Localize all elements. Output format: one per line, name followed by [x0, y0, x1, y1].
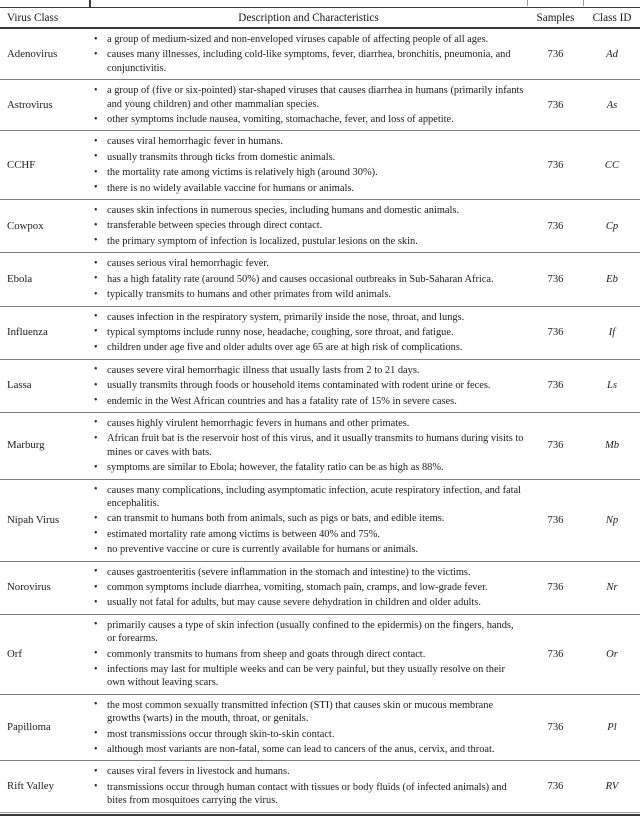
- description-bullet: [90, 326, 524, 339]
- description-bullet-list: [90, 33, 527, 75]
- class-id-value: Nr: [606, 582, 618, 594]
- virus-class-name: Cowpox: [7, 219, 44, 232]
- virus-class-name: Astrovirus: [7, 98, 53, 111]
- class-id-cell: [584, 84, 640, 126]
- virus-class-cell: [0, 364, 90, 408]
- description-bullet-list: [90, 699, 527, 757]
- virus-class-cell: [0, 619, 90, 690]
- class-id-cell: [584, 33, 640, 75]
- samples-value: 736: [547, 514, 564, 526]
- description-bullet: [90, 311, 524, 324]
- virus-class-name: Papilloma: [7, 721, 51, 734]
- samples-value: 736: [547, 440, 564, 452]
- bullet-icon: •: [94, 182, 98, 194]
- description-bullet: [90, 484, 524, 511]
- description-cell: [90, 566, 527, 610]
- description-cell: [90, 484, 527, 557]
- bullet-text: the primary symptom of infection is localized, pustular lesions on the skin.: [107, 235, 418, 247]
- bullet-text: endemic in the West African countries and has a fatality rate of 15% in severe cases.: [107, 395, 457, 407]
- bullet-icon: •: [94, 379, 98, 391]
- table-row: [0, 561, 640, 614]
- bullet-icon: •: [94, 484, 98, 496]
- description-bullet: [90, 235, 524, 248]
- description-bullet: [90, 699, 524, 726]
- description-bullet: [90, 512, 524, 525]
- description-bullet: [90, 204, 524, 217]
- virus-class-name: Rift Valley: [7, 780, 54, 793]
- header-description: Description and Characteristics: [238, 12, 379, 24]
- bullet-icon: •: [94, 311, 98, 322]
- bullet-icon: •: [94, 204, 98, 216]
- description-cell: [90, 699, 527, 757]
- bullet-text: estimated mortality rate among victims is between 40% and 75%.: [107, 528, 380, 540]
- description-cell: [90, 311, 527, 355]
- table-body: [0, 29, 640, 812]
- description-bullet-list: [90, 84, 527, 126]
- bullet-icon: •: [94, 619, 98, 631]
- bullet-text: a group of medium-sized and non-enveloped viruses capable of affecting people of all ages.: [107, 34, 489, 45]
- table-row: [0, 306, 640, 359]
- class-id-cell: [584, 135, 640, 195]
- description-cell: [90, 84, 527, 126]
- bullet-icon: •: [94, 528, 98, 540]
- virus-class-cell: [0, 311, 90, 355]
- description-bullet: [90, 765, 524, 778]
- description-cell: [90, 135, 527, 195]
- bullet-text: causes serious viral hemorrhagic fever.: [107, 258, 269, 270]
- class-id-value: Or: [606, 648, 618, 660]
- bullet-icon: •: [94, 166, 98, 178]
- table-bottom-rule: [0, 812, 640, 816]
- table-row: [0, 252, 640, 305]
- description-cell: [90, 33, 527, 75]
- virus-class-cell: [0, 204, 90, 248]
- bullet-text: causes viral hemorrhagic fever in humans.: [107, 136, 283, 148]
- bullet-icon: •: [94, 235, 98, 247]
- bullet-text: commonly transmits to humans from sheep and goats through direct contact.: [107, 648, 426, 660]
- bullet-text: primarily causes a type of skin infection (usually confined to the epidermis) on the fingers, hands, or forearms.: [107, 619, 514, 645]
- description-bullet: [90, 728, 524, 741]
- description-cell: [90, 364, 527, 408]
- samples-value: 736: [547, 273, 564, 285]
- class-id-cell: [584, 699, 640, 757]
- bullet-icon: •: [94, 113, 98, 125]
- column-separator-tick: [89, 0, 91, 7]
- bullet-icon: •: [94, 648, 98, 660]
- samples-cell: [527, 84, 584, 126]
- class-id-cell: [584, 619, 640, 690]
- samples-value: 736: [547, 380, 564, 392]
- virus-class-table: [0, 7, 640, 816]
- bullet-icon: •: [94, 566, 98, 578]
- description-bullet-list: [90, 257, 527, 301]
- samples-cell: [527, 135, 584, 195]
- samples-value: 736: [547, 582, 564, 594]
- virus-class-cell: [0, 135, 90, 195]
- description-bullet: [90, 581, 524, 594]
- bullet-text: causes many illnesses, including cold-like symptoms, fever, diarrhea, bronchitis, pneumonia, and conjunctivitis.: [107, 49, 511, 74]
- class-id-value: Mb: [604, 440, 620, 452]
- virus-class-name: Ebola: [7, 272, 33, 285]
- samples-cell: [527, 765, 584, 807]
- description-bullet: [90, 166, 524, 179]
- virus-class-cell: [0, 765, 90, 807]
- bullet-text: usually not fatal for adults, but may cause severe dehydration in children and older adults.: [107, 597, 481, 609]
- bullet-icon: •: [94, 364, 98, 376]
- bullet-icon: •: [94, 461, 98, 473]
- bullet-icon: •: [94, 417, 98, 429]
- description-bullet: [90, 743, 524, 756]
- bullet-text: most transmissions occur through skin-to-skin contact.: [107, 728, 335, 740]
- column-separator-tick: [527, 0, 528, 6]
- column-separator-tick: [583, 0, 584, 6]
- bullet-text: usually transmits through foods or household items contaminated with rodent urine or feces.: [107, 380, 491, 392]
- virus-class-cell: [0, 417, 90, 475]
- description-bullet: [90, 781, 524, 808]
- bullet-icon: •: [94, 395, 98, 407]
- description-bullet-list: [90, 484, 527, 557]
- virus-class-name: CCHF: [7, 158, 36, 171]
- bullet-icon: •: [94, 432, 98, 444]
- class-id-value: Pl: [607, 722, 617, 734]
- description-bullet: [90, 257, 524, 270]
- bullet-icon: •: [94, 273, 98, 285]
- bullet-icon: •: [94, 151, 98, 163]
- description-bullet-list: [90, 135, 527, 195]
- virus-class-cell: [0, 84, 90, 126]
- class-id-cell: [584, 417, 640, 475]
- virus-class-cell: [0, 33, 90, 75]
- description-bullet: [90, 432, 524, 459]
- virus-class-name: Norovirus: [7, 581, 51, 594]
- samples-value: 736: [547, 48, 564, 60]
- description-cell: [90, 204, 527, 248]
- bullet-text: transferable between species through direct contact.: [107, 220, 323, 232]
- table-row: [0, 79, 640, 130]
- description-bullet-list: [90, 619, 527, 690]
- description-bullet: [90, 596, 524, 609]
- description-bullet: [90, 395, 524, 408]
- class-id-cell: [584, 364, 640, 408]
- table-row: [0, 199, 640, 252]
- bullet-icon: •: [94, 326, 98, 338]
- description-bullet: [90, 288, 524, 301]
- bullet-text: children under age five and older adults over age 65 are at high risk of complications.: [107, 342, 463, 354]
- samples-value: 736: [547, 781, 564, 793]
- bullet-text: common symptoms include diarrhea, vomiting, stomach pain, cramps, and low-grade fever.: [107, 582, 488, 593]
- bullet-icon: •: [94, 219, 98, 231]
- bullet-text: transmissions occur through human contact with tissues or body fluids (of infected animals) and bites from mosquitoes carrying the virus.: [107, 781, 507, 807]
- class-id-cell: [584, 765, 640, 807]
- virus-class-name: Nipah Virus: [7, 513, 60, 526]
- table-row: [0, 29, 640, 79]
- class-id-value: RV: [605, 781, 619, 793]
- bullet-icon: •: [94, 543, 98, 555]
- description-bullet: [90, 663, 524, 690]
- bullet-icon: •: [94, 781, 98, 793]
- description-bullet: [90, 528, 524, 541]
- header-class-id: Class ID: [592, 12, 632, 24]
- bullet-text: usually transmits through ticks from domestic animals.: [107, 151, 336, 163]
- bullet-text: the mortality rate among victims is relatively high (around 30%).: [107, 167, 378, 179]
- bullet-icon: •: [94, 48, 98, 60]
- bullet-icon: •: [94, 596, 98, 608]
- description-bullet: [90, 48, 524, 75]
- description-bullet: [90, 341, 524, 354]
- samples-cell: [527, 33, 584, 75]
- description-bullet-list: [90, 311, 527, 355]
- bullet-icon: •: [94, 341, 98, 353]
- description-bullet: [90, 33, 524, 46]
- header-samples: Samples: [536, 12, 575, 24]
- bullet-text: other symptoms include nausea, vomiting, stomachache, fever, and loss of appetite.: [107, 114, 454, 126]
- bullet-text: the most common sexually transmitted infection (STI) that causes skin or mucous membrane growths (warts) in the mouth, throat, or genitals.: [107, 699, 494, 725]
- table-row: [0, 412, 640, 479]
- bullet-text: causes viral fevers in livestock and humans.: [107, 766, 290, 778]
- virus-class-cell: [0, 257, 90, 301]
- bullet-text: African fruit bat is the reservoir host of this virus, and it usually transmits to humans during visits to mines or caves with bats.: [107, 433, 524, 458]
- samples-cell: [527, 699, 584, 757]
- description-bullet: [90, 461, 524, 474]
- virus-class-name: Adenovirus: [7, 47, 58, 60]
- table-row: [0, 359, 640, 412]
- bullet-text: infections may last for multiple weeks and can be very painful, but they usually resolve on their own without leaving scars.: [107, 664, 505, 689]
- virus-class-name: Lassa: [7, 379, 32, 392]
- samples-cell: [527, 257, 584, 301]
- bullet-text: causes highly virulent hemorrhagic fevers in humans and other primates.: [107, 417, 410, 429]
- description-bullet: [90, 113, 524, 126]
- class-id-cell: [584, 204, 640, 248]
- table-row: [0, 760, 640, 811]
- description-bullet: [90, 417, 524, 430]
- bullet-text: causes many complications, including asymptomatic infection, acute respiratory infection, and fatal encephalitis.: [107, 484, 522, 509]
- description-bullet: [90, 182, 524, 195]
- bullet-icon: •: [94, 257, 98, 269]
- samples-cell: [527, 204, 584, 248]
- class-id-value: Ad: [606, 48, 618, 60]
- bullet-text: can transmit to humans both from animals, such as pigs or bats, and edible items.: [107, 513, 445, 525]
- samples-value: 736: [547, 220, 564, 232]
- description-bullet-list: [90, 364, 527, 408]
- description-bullet: [90, 364, 524, 377]
- samples-cell: [527, 417, 584, 475]
- bullet-text: causes skin infections in numerous species, including humans and domestic animals.: [107, 205, 460, 217]
- samples-cell: [527, 619, 584, 690]
- bullet-text: causes gastroenteritis (severe inflammation in the stomach and intestine) to the victims.: [107, 566, 471, 578]
- class-id-value: If: [608, 327, 616, 339]
- bullet-icon: •: [94, 728, 98, 740]
- samples-cell: [527, 311, 584, 355]
- bullet-text: causes infection in the respiratory system, primarily inside the nose, throat, and lungs.: [107, 311, 465, 323]
- virus-class-name: Influenza: [7, 326, 48, 339]
- description-bullet: [90, 566, 524, 579]
- description-cell: [90, 765, 527, 807]
- bullet-text: causes severe viral hemorrhagic illness that usually lasts from 2 to 21 days.: [107, 364, 420, 376]
- class-id-value: Np: [605, 514, 619, 526]
- bullet-icon: •: [94, 135, 98, 147]
- class-id-cell: [584, 484, 640, 557]
- class-id-value: Eb: [606, 273, 618, 285]
- bullet-text: symptoms are similar to Ebola; however, the fatality ratio can be as high as 88%.: [107, 462, 444, 474]
- description-bullet: [90, 273, 524, 286]
- samples-value: 736: [547, 159, 564, 171]
- table-row: [0, 479, 640, 561]
- samples-value: 736: [547, 327, 564, 339]
- bullet-icon: •: [94, 663, 98, 675]
- bullet-text: no preventive vaccine or cure is currently available for humans or animals.: [107, 544, 419, 556]
- bullet-icon: •: [94, 581, 98, 593]
- bullet-icon: •: [94, 33, 98, 45]
- table-row: [0, 694, 640, 761]
- virus-class-cell: [0, 484, 90, 557]
- bullet-text: typically transmits to humans and other primates from wild animals.: [107, 289, 391, 301]
- description-bullet: [90, 135, 524, 148]
- description-bullet: [90, 619, 524, 646]
- bullet-icon: •: [94, 512, 98, 524]
- description-bullet-list: [90, 204, 527, 248]
- description-cell: [90, 417, 527, 475]
- table-header-row: [0, 8, 640, 27]
- virus-class-name: Orf: [7, 647, 22, 660]
- class-id-value: Cp: [605, 220, 619, 232]
- samples-cell: [527, 484, 584, 557]
- samples-value: 736: [547, 722, 564, 734]
- samples-value: 736: [547, 99, 564, 111]
- samples-value: 736: [547, 648, 564, 660]
- description-bullet: [90, 379, 524, 392]
- class-id-value: As: [606, 99, 618, 111]
- virus-class-name: Marburg: [7, 439, 45, 452]
- class-id-value: CC: [604, 159, 620, 171]
- bullet-icon: •: [94, 288, 98, 300]
- description-bullet: [90, 543, 524, 556]
- class-id-cell: [584, 566, 640, 610]
- bullet-text: a group of (five or six-pointed) star-shaped viruses that causes diarrhea in humans (primarily infants and young children) and other mammalian species.: [107, 85, 524, 110]
- class-id-value: Ls: [606, 380, 617, 392]
- bullet-icon: •: [94, 765, 98, 777]
- description-cell: [90, 257, 527, 301]
- virus-class-cell: [0, 699, 90, 757]
- class-id-cell: [584, 311, 640, 355]
- description-bullet: [90, 219, 524, 232]
- description-bullet-list: [90, 566, 527, 610]
- description-bullet: [90, 648, 524, 661]
- header-virus-class: Virus Class: [7, 12, 59, 24]
- description-bullet: [90, 151, 524, 164]
- description-cell: [90, 619, 527, 690]
- description-bullet-list: [90, 417, 527, 475]
- description-bullet-list: [90, 765, 527, 807]
- bullet-text: although most variants are non-fatal, some can lead to cancers of the anus, cervix, and throat.: [107, 744, 495, 756]
- table-row: [0, 130, 640, 199]
- description-bullet: [90, 84, 524, 111]
- bullet-icon: •: [94, 743, 98, 755]
- class-id-cell: [584, 257, 640, 301]
- bullet-text: there is no widely available vaccine for humans or animals.: [107, 182, 354, 194]
- table-row: [0, 614, 640, 694]
- samples-cell: [527, 566, 584, 610]
- bullet-icon: •: [94, 84, 98, 96]
- bullet-icon: •: [94, 699, 98, 711]
- virus-class-cell: [0, 566, 90, 610]
- bullet-text: has a high fatality rate (around 50%) and causes occasional outbreaks in Sub-Saharan Africa.: [107, 273, 494, 285]
- bullet-text: typical symptoms include runny nose, headache, coughing, sore throat, and fatigue.: [107, 326, 454, 338]
- samples-cell: [527, 364, 584, 408]
